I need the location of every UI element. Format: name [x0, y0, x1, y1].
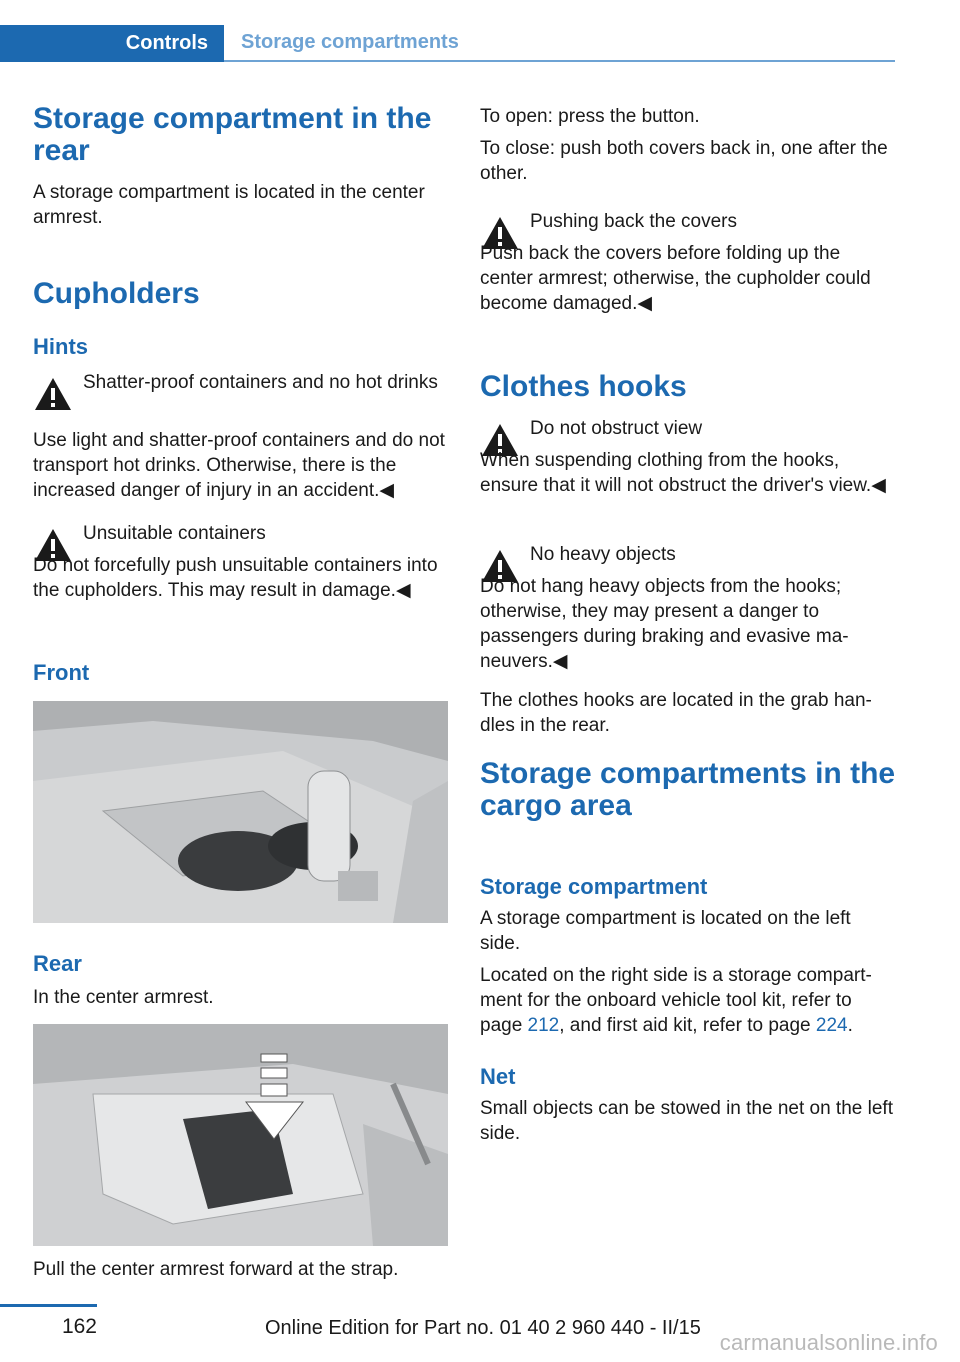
subheading-front: Front	[33, 660, 90, 685]
warning-title-shatter-proof: Shatter-proof containers and no hot drinks	[83, 372, 438, 393]
rear-armrest-image	[33, 1024, 448, 1246]
open-instruction: To open: press the button.	[480, 106, 700, 127]
heading-cargo-storage: Storage compartments in the cargo area	[480, 757, 896, 822]
heading-clothes-hooks: Clothes hooks	[480, 370, 687, 403]
subheading-net: Net	[480, 1064, 516, 1089]
warning-title-covers: Pushing back the covers	[530, 211, 738, 232]
warning-title-obstruct-view: Do not obstruct view	[530, 418, 703, 439]
chapter-tab[interactable]: Controls	[0, 25, 224, 62]
section-tab[interactable]: Storage compartments	[224, 25, 895, 62]
warning-text-shatter-proof: Use light and shatter-proof containers and do not transport hot drinks. Otherwise, there is the increased danger of injury in an accident.◀	[33, 430, 445, 501]
warning-text-heavy-objects: Do not hang heavy objects from the hooks; otherwise, they may present a danger to passengers during braking and evasive maneuvers.◀	[480, 576, 849, 672]
subheading-storage-compartment: Storage compartment	[480, 874, 708, 899]
net-text: Small objects can be stowed in the net on the left side.	[480, 1098, 893, 1144]
rear-armrest-caption: Pull the center armrest forward at the strap.	[33, 1259, 399, 1280]
site-watermark: carmanualsonline.info	[719, 1330, 938, 1355]
page-link-212[interactable]: 212	[527, 1015, 560, 1036]
close-instruction: To close: push both covers back in, one after the other.	[480, 138, 888, 184]
edition-footer: Online Edition for Part no. 01 40 2 960 440 - II/15	[265, 1317, 701, 1339]
warning-text-unsuitable: Do not forcefully push unsuitable containers into the cupholders. This may result in damage.◀	[33, 555, 438, 601]
warning-icon	[33, 376, 73, 412]
cargo-right-text	[480, 963, 896, 1038]
cargo-text-part-b: , and first aid kit, refer to page	[559, 1015, 816, 1036]
warning-text-obstruct-view: When suspending clothing from the hooks, ensure that it will not obstruct the driver's view.◀	[480, 450, 886, 496]
heading-storage-rear: Storage compartment in the rear	[33, 102, 432, 167]
cargo-text-part-c: .	[847, 1015, 853, 1036]
heading-cupholders: Cupholders	[33, 277, 200, 310]
cargo-left-text: A storage compartment is located on the left side.	[480, 908, 851, 954]
warning-title-heavy-objects: No heavy objects	[530, 544, 676, 565]
subheading-rear: Rear	[33, 951, 82, 976]
cargo-text-part-a: Located on the right side is a storage compartment for the onboard vehicle tool kit, refer to page	[480, 965, 872, 1036]
page-header	[0, 25, 895, 62]
hooks-location-text: The clothes hooks are located in the grab handles in the rear.	[480, 690, 872, 736]
warning-text-covers: Push back the covers before folding up the center armrest; otherwise, the cupholder could become damaged.◀	[480, 243, 871, 314]
rear-storage-text: A storage compartment is located in the center armrest.	[33, 182, 425, 228]
warning-title-unsuitable: Unsuitable containers	[83, 523, 266, 544]
footer-rule	[0, 1304, 97, 1307]
page-link-224[interactable]: 224	[815, 1015, 848, 1036]
subheading-hints: Hints	[33, 334, 88, 359]
page-number: 162	[61, 1315, 97, 1338]
front-cupholder-image	[33, 701, 448, 923]
rear-location-text: In the center armrest.	[33, 987, 214, 1008]
